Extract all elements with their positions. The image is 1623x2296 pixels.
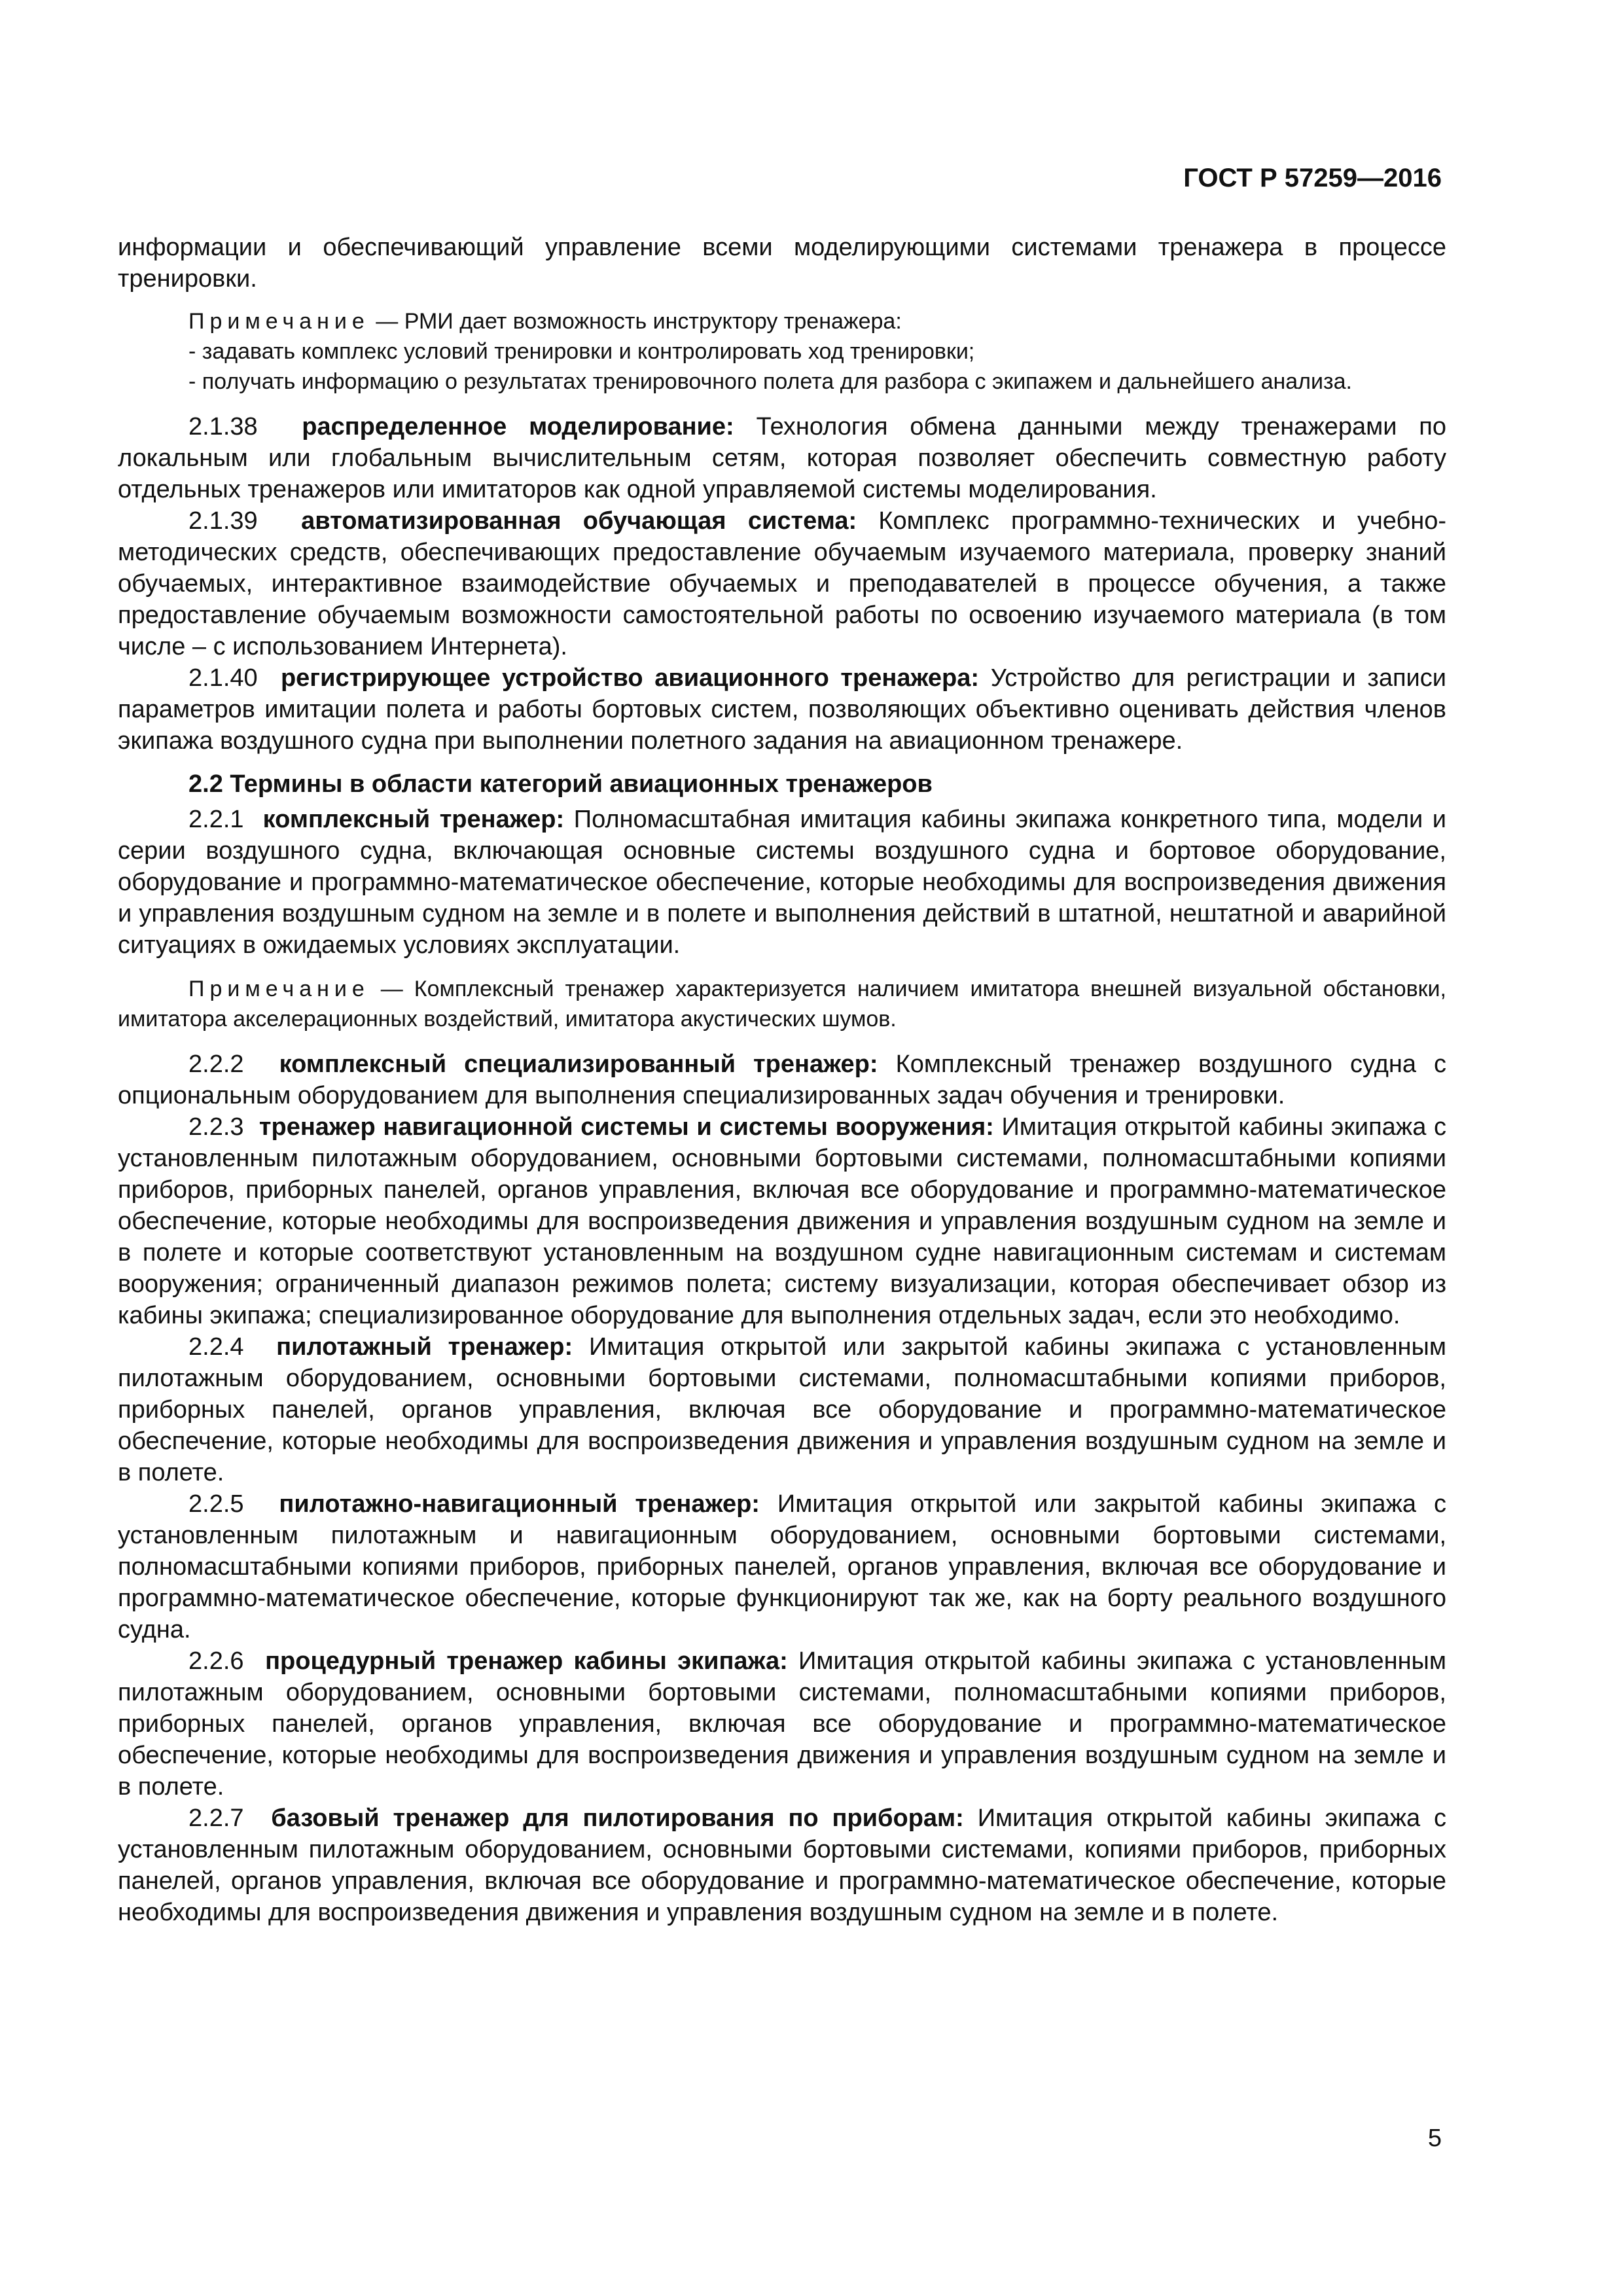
term-definition: Имитация открытой кабины экипажа с установленным пилотажным оборудованием, основными бортовыми системами, полномасштабными копиями приборов, приборных панелей, органов управления, включая все оборудование и программно-математическое обеспечение, которые необходимы для воспроизведения движения и управления воздушным судном на земле и в полете. [118, 1647, 1446, 1801]
term-title: комплексный тренажер: [262, 806, 565, 833]
term-entry-2-2-1 [118, 804, 1446, 961]
term-definition: Имитация открытой или закрытой кабины экипажа с установленным пилотажным и навигационным оборудованием, основными бортовыми системами, полномасштабными копиями приборов, приборных панелей, органов управления, включая все оборудование и программно-математическое обеспечение, которые функционируют так же, как на борту реального воздушного судна. [118, 1490, 1446, 1643]
term-title: тренажер навигационной системы и системы вооружения: [259, 1113, 994, 1141]
term-entry-2-1-38 [118, 411, 1446, 505]
note-text: — Комплексный тренажер характеризуется наличием имитатора внешней визуальной обстановки, имитатора акселерационных воздействий, имитатора акустических шумов. [118, 977, 1446, 1031]
term-title: автоматизированная обучающая система: [301, 507, 857, 535]
term-entry-2-2-7 [118, 1803, 1446, 1928]
term-title: базовый тренажер для пилотирования по приборам: [271, 1804, 964, 1832]
term-title: комплексный специализированный тренажер: [279, 1050, 878, 1078]
note-rmi-intro [118, 306, 1446, 336]
term-definition: Комплекс программно-технических и учебно-методических средств, обеспечивающих предоставление обучаемым изучаемого материала, проверку знаний обучаемых, интерактивное взаимодействие обучаемых и преподавателей в процессе обучения, а также предоставление обучаемым возможности самостоятельной работы по освоению изучаемого материала (в том числе – с использованием Интернета). [118, 507, 1446, 660]
term-entry-2-1-40 [118, 662, 1446, 757]
term-definition: Технология обмена данными между тренажерами по локальным или глобальным вычислительным сетям, которая позволяет обеспечить совместную работу отдельных тренажеров или имитаторов как одной управляемой системы моделирования. [118, 413, 1446, 503]
section-heading-2-2: 2.2 Термины в области категорий авиационных тренажеров [188, 770, 933, 798]
note-list-item: - задавать комплекс условий тренировки и контролировать ход тренировки; [188, 339, 975, 364]
term-number: 2.2.6 [188, 1647, 244, 1675]
term-number: 2.1.39 [188, 507, 258, 535]
document-body [118, 232, 1446, 1928]
term-number: 2.2.1 [188, 806, 244, 833]
term-number: 2.2.5 [188, 1490, 244, 1518]
term-definition: Устройство для регистрации и записи параметров имитации полета и работы бортовых систем, позволяющих объективно оценивать действия членов экипажа воздушного судна при выполнении полетного задания на авиационном тренажере. [118, 664, 1446, 755]
note-list-item: - получать информацию о результатах тренировочного полета для разбора с экипажем и дальнейшего анализа. [188, 369, 1352, 394]
term-entry-2-2-2 [118, 1049, 1446, 1111]
intro-continuation: информации и обеспечивающий управление всеми моделирующими системами тренажера в процессе тренировки. [118, 234, 1446, 293]
document-standard-number: ГОСТ Р 57259—2016 [1183, 164, 1442, 192]
term-entry-2-2-5 [118, 1488, 1446, 1645]
term-number: 2.1.40 [188, 664, 258, 692]
term-entry-2-1-39 [118, 505, 1446, 662]
term-number: 2.2.2 [188, 1050, 244, 1078]
term-definition: Полномасштабная имитация кабины экипажа конкретного типа, модели и серии воздушного судна, включающая основные системы воздушного судна и бортовое оборудование, оборудование и программно-математическое обеспечение, которые необходимы для воспроизведения движения и управления воздушным судном на земле и в полете и выполнения действий в штатной, нештатной и аварийной ситуациях в ожидаемых условиях эксплуатации. [118, 806, 1446, 959]
note-2-2-1 [118, 974, 1446, 1034]
note-rmi [118, 306, 1446, 397]
term-number: 2.2.4 [188, 1333, 244, 1361]
term-entry-2-2-3 [118, 1111, 1446, 1331]
note-label: Примечание [188, 309, 370, 334]
term-title: пилотажно-навигационный тренажер: [279, 1490, 760, 1518]
term-title: пилотажный тренажер: [276, 1333, 573, 1361]
term-title: процедурный тренажер кабины экипажа: [265, 1647, 788, 1675]
term-entry-2-2-4 [118, 1331, 1446, 1488]
note-text: — РМИ дает возможность инструктору тренажера: [369, 309, 902, 334]
page-number: 5 [1427, 2125, 1442, 2152]
term-title: распределенное моделирование: [302, 413, 734, 440]
term-definition: Комплексный тренажер воздушного судна с опциональным оборудованием для выполнения специализированных задач обучения и тренировки. [118, 1050, 1447, 1109]
term-definition: Имитация открытой кабины экипажа с установленным пилотажным оборудованием, основными бортовыми системами, копиями приборов, приборных панелей, органов управления, включая все оборудование и программно-математическое обеспечение, которые необходимы для воспроизведения движения и управления воздушным судном на земле и в полете. [118, 1804, 1447, 1926]
term-number: 2.1.38 [188, 413, 258, 440]
term-entry-2-2-6 [118, 1645, 1446, 1803]
term-number: 2.2.7 [188, 1804, 244, 1832]
term-definition: Имитация открытой кабины экипажа с установленным пилотажным оборудованием, основными бортовыми системами, полномасштабными копиями приборов, приборных панелей, органов управления, включая все оборудование и программно-математическое обеспечение, которые необходимы для воспроизведения движения и управления воздушным судном на земле и в полете и которые соответствуют установленным на воздушном судне навигационным системам и системам вооружения; ограниченный диапазон режимов полета; систему визуализации, которая обеспечивает обзор из кабины экипажа; специализированное оборудование для выполнения отдельных задач, если это необходимо. [118, 1113, 1447, 1329]
note-label: Примечание [188, 977, 370, 1001]
term-number: 2.2.3 [188, 1113, 244, 1141]
term-title: регистрирующее устройство авиационного тренажера: [280, 664, 980, 692]
term-definition: Имитация открытой или закрытой кабины экипажа с установленным пилотажным оборудованием, основными бортовыми системами, полномасштабными копиями приборов, приборных панелей, органов управления, включая все оборудование и программно-математическое обеспечение, которые необходимы для воспроизведения движения и управления воздушным судном на земле и в полете. [118, 1333, 1446, 1486]
